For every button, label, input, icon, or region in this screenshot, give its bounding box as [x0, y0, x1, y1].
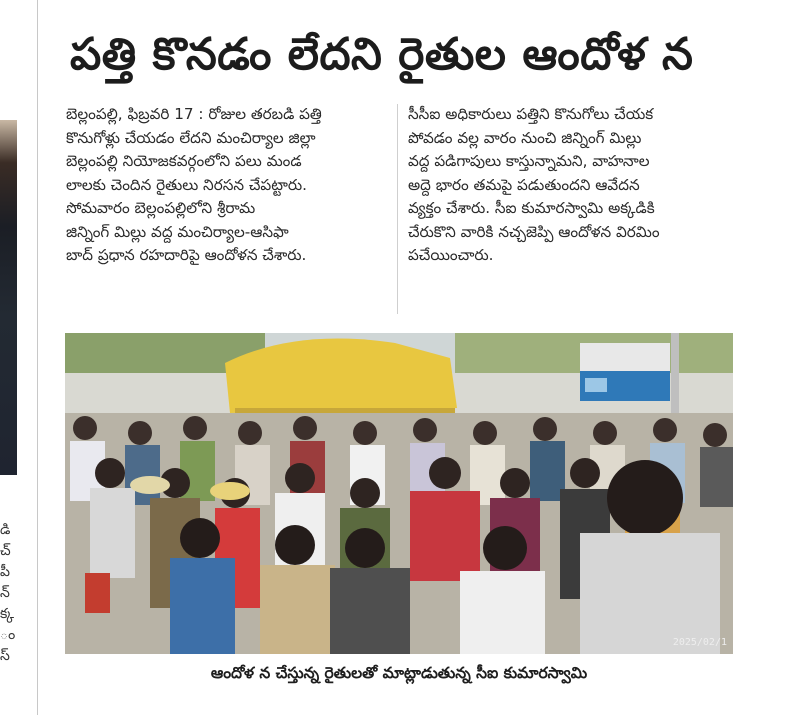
photo-caption: ఆందోళ న చేస్తున్న రైతులతో మాట్లాడుతున్న సీఐ కుమారస్వామి: [210, 664, 588, 682]
body-line: వద్ద పడిగాపులు కాస్తున్నామని, వాహనాల: [408, 152, 650, 170]
adjacent-text-fragment: ం: [0, 627, 16, 643]
adjacent-text-fragment: స్: [0, 648, 10, 664]
column-divider: [397, 104, 398, 314]
article-column-1: [66, 103, 388, 268]
column-divider: [37, 0, 38, 715]
body-line: పోవడం వల్ల వారం నుంచి జిన్నింగ్ మిల్లు: [408, 128, 642, 147]
crowd-scene-illustration: [65, 333, 733, 654]
body-line: సీసీఐ అధికారులు పత్తిని కొనుగోలు చేయక: [408, 105, 654, 123]
adjacent-text-fragment: క్క: [0, 606, 15, 622]
body-line: వ్యక్తం చేశారు. సీఐ కుమారస్వామి అక్కడికి: [408, 199, 655, 217]
article-column-2: [408, 103, 730, 268]
body-line: కొనుగోళ్లు చేయడం లేదని మంచిర్యాల జిల్లా: [66, 128, 316, 147]
body-line: బెల్లంపల్లి నియోజకవర్గంలోని పలు మండ: [66, 152, 302, 170]
body-line: బెల్లంపల్లి, ఫిబ్రవరి 17 : రోజుల తరబడి పత్తి: [66, 105, 322, 123]
body-line: బాద్ ప్రధాన రహదారిపై ఆందోళన చేశారు.: [66, 246, 307, 264]
adjacent-article-text: [0, 520, 20, 667]
body-line: అద్దె భారం తమపై పడుతుందని ఆవేదన: [408, 175, 640, 194]
photo-timestamp: 2025/02/1: [672, 637, 727, 648]
adjacent-text-fragment: పీ: [0, 564, 10, 580]
body-line: చేరుకొని వారికి నచ్చజెప్పి ఆందోళన విరమిం: [408, 222, 660, 241]
news-photo: [65, 333, 733, 654]
body-line: సోమవారం బెల్లంపల్లిలోని శ్రీరామ: [66, 199, 256, 217]
body-line: పచేయించారు.: [408, 246, 494, 264]
body-line: లాలకు చెందిన రైతులు నిరసన చేపట్టారు.: [66, 175, 307, 194]
article-headline: పత్తి కొనడం లేదని రైతుల ఆందోళ న: [70, 29, 694, 80]
adjacent-text-fragment: చ్: [0, 543, 11, 559]
adjacent-article-strip: [0, 0, 38, 715]
body-line: జిన్నింగ్ మిల్లు వద్ద మంచిర్యాల-ఆసిఫా: [66, 222, 289, 241]
adjacent-text-fragment: డి: [0, 522, 11, 538]
adjacent-article-photo: [0, 120, 17, 475]
adjacent-text-fragment: న్: [0, 585, 10, 601]
